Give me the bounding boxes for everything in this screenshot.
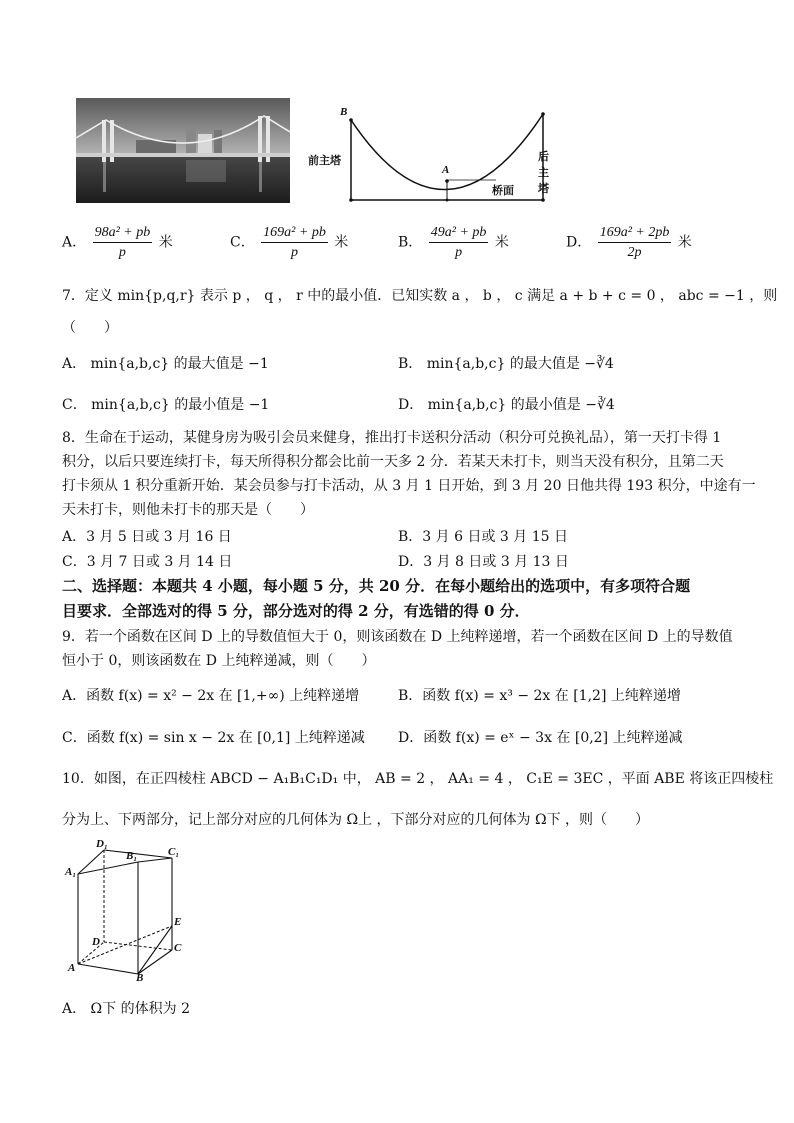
q9-option-d[interactable]: D．函数 f(x) = eˣ − 3x 在 [0,2] 上纯粹递减 — [398, 730, 683, 746]
q8-stem-line3: 打卡须从 1 积分重新开始．某会员参与打卡活动，从 3 月 1 日开始，到 3 月 20 日他共得 193 积分，中途有一 — [62, 478, 756, 494]
q9-option-a[interactable]: A．函数 f(x) = x² − 2x 在 [1,+∞) 上纯粹递增 — [62, 688, 360, 704]
q9-stem-line1: 9．若一个函数在区间 D 上的导数值恒大于 0，则该函数在 D 上纯粹递增，若一个函数在区间 D 上的导数值 — [62, 629, 733, 645]
fraction: $\frac{\text{169a² + pb}}{p}$ — [263, 225, 326, 260]
q8-option-c[interactable]: C．3 月 7 日或 3 月 14 日 — [62, 554, 233, 570]
fraction: $\frac{\text{49a² + pb}}{p}$ — [430, 225, 487, 260]
q8-stem-line1: 8．生命在于运动，某健身房为吸引会员来健身，推出打卡送积分活动（积分可兑换礼品），第一天打卡得 1 — [62, 430, 722, 446]
section2-heading-line1: 二、选择题：本题共 4 小题，每小题 5 分，共 20 分．在每小题给出的选项中，有多项符合题 — [62, 577, 691, 595]
q8-option-b[interactable]: B．3 月 6 日或 3 月 15 日 — [398, 529, 568, 545]
unit: 米 — [494, 234, 509, 251]
label-a1: A₁ — [65, 866, 77, 878]
option-key: C． — [230, 234, 255, 251]
point-b-label: B — [340, 106, 348, 118]
q6-option-b[interactable] — [398, 224, 509, 261]
unit: 米 — [677, 234, 692, 251]
option-key: A． — [62, 234, 87, 251]
rear-tower-label: 后主塔 — [538, 150, 549, 195]
q8-option-d[interactable]: D．3 月 8 日或 3 月 13 日 — [398, 554, 569, 570]
section2-heading-line2: 目要求．全部选对的得 5 分，部分选对的得 2 分，有选错的得 0 分． — [62, 602, 530, 620]
q9-stem-line2: 恒小于 0，则该函数在 D 上纯粹递减，则（ ） — [62, 653, 376, 669]
q10-stem-line2: 分为上、下两部分，记上部分对应的几何体为 Ω上 ，下部分对应的几何体为 Ω下 ，则（ ） — [62, 812, 650, 828]
label-b: B — [136, 972, 144, 984]
q8-stem-line2: 积分，以后只要连续打卡，每天所得积分都会比前一天多 2 分．若某天未打卡，则当天没有积分，且第二天 — [62, 454, 724, 470]
q7-option-d[interactable]: D． min{a,b,c} 的最小值是 −∛4 — [398, 397, 615, 413]
bridge-diagram — [306, 92, 556, 208]
q8-option-a[interactable]: A．3 月 5 日或 3 月 16 日 — [62, 529, 232, 545]
q10-stem-line1: 10．如图，在正四棱柱 ABCD − A₁B₁C₁D₁ 中， AB = 2 ， AA₁ = 4 ， C₁E = 3EC ，平面 ABE 将该正四棱柱 — [62, 771, 774, 787]
q7-option-a[interactable]: A． min{a,b,c} 的最大值是 −1 — [62, 356, 269, 372]
q6-option-a[interactable] — [62, 224, 173, 261]
label-a: A — [68, 962, 76, 974]
bridge-photo — [76, 98, 290, 203]
q7-stem-line1: 7．定义 min{p,q,r} 表示 p ， q ， r 中的最小值．已知实数 a ， b ， c 满足 a + b + c = 0 ， abc = −1 ，则 — [62, 288, 778, 304]
label-d1: D₁ — [96, 838, 108, 850]
label-d: D — [92, 936, 100, 948]
q6-option-d[interactable] — [566, 224, 692, 261]
label-c1: C₁ — [168, 846, 180, 858]
q10-option-a[interactable]: A． Ω下 的体积为 2 — [62, 1001, 190, 1017]
fraction: $\frac{\text{169a² + 2pb}}{2p}$ — [599, 225, 670, 260]
fraction: $\frac{\text{98a² + pb}}{p}$ — [94, 225, 151, 260]
option-key: D． — [566, 234, 592, 251]
point-a-label: A — [442, 164, 450, 176]
q7-option-b[interactable]: B． min{a,b,c} 的最大值是 −∛4 — [398, 356, 614, 372]
q9-option-c[interactable]: C．函数 f(x) = sin x − 2x 在 [0,1] 上纯粹递减 — [62, 730, 365, 746]
q6-option-c[interactable] — [230, 224, 348, 261]
front-tower-label: 前主塔 — [308, 154, 341, 167]
q7-stem-line2: （ ） — [62, 320, 118, 336]
unit: 米 — [158, 234, 173, 251]
label-c: C — [174, 942, 182, 954]
unit: 米 — [334, 234, 349, 251]
prism-figure — [62, 838, 186, 984]
q9-option-b[interactable]: B．函数 f(x) = x³ − 2x 在 [1,2] 上纯粹递增 — [398, 688, 681, 704]
q7-option-c[interactable]: C． min{a,b,c} 的最小值是 −1 — [62, 397, 270, 413]
deck-label: 桥面 — [492, 184, 514, 197]
option-key: B． — [398, 234, 423, 251]
q8-stem-line4: 天未打卡，则他未打卡的那天是（ ） — [62, 502, 314, 518]
label-e: E — [174, 916, 182, 928]
label-b1: B₁ — [126, 850, 138, 862]
